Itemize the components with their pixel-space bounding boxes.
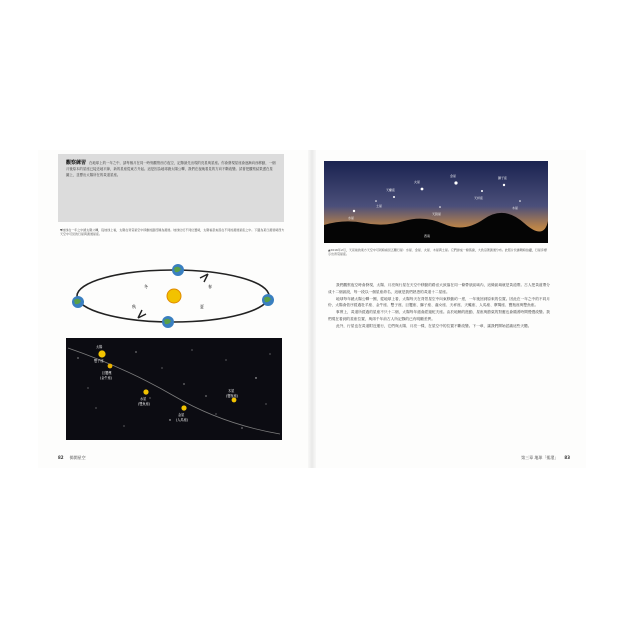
- orbit-figure-caption: ▼地球在一年之中繞太陽公轉，從地球上看，太陽在背景星空中移動的路徑稱為黃道。地球位於不同位置時，太陽看起來落在不同的黃道星座之中。下圖為某日黃昏時西方天空中可見的行星與黃道星座。: [60, 228, 285, 237]
- earth-icon: [72, 296, 84, 308]
- planet-icon: [143, 389, 148, 394]
- ecliptic-sky-chart: [66, 338, 282, 440]
- sky-label: (人馬座): [176, 418, 189, 422]
- running-title-left: 揭開星空: [69, 455, 86, 460]
- photo-label: 天秤座: [474, 196, 484, 200]
- photo-label: 火星: [414, 180, 421, 184]
- earth-orbit-diagram: [58, 256, 288, 332]
- sidebar-text: 在地球上的一年之中，請每個月在同一時刻觀察西方夜空，記錄最先出現的亮星與星座。你會發現星座會逐漸向西移動，一個月後原本的星座已接近地平線，新的星座從東方升起。這是因為地球繞太陽公轉，我們在夜晚看見的方向不斷改變。試著把觀察結果畫在星圖上，並標出太陽所在的黃道星座。: [66, 161, 276, 178]
- earth-icon: [172, 264, 184, 276]
- sky-label: 水星: [140, 397, 147, 401]
- observation-sidebar: [58, 154, 284, 222]
- earth-icon: [162, 316, 174, 328]
- page-number-right: 83: [564, 455, 570, 460]
- orbit-label: 春: [208, 284, 212, 289]
- sky-label: 巨蟹座: [102, 371, 112, 375]
- running-title-right: 第三章 地球「搖滾」: [521, 455, 559, 460]
- sun-icon: [98, 350, 105, 357]
- left-page: [38, 150, 310, 468]
- background-stars: [77, 350, 270, 429]
- photo-caption: ▲2016年2月，天亮前的東方天空中可同時看見五顆行星：水星、金星、火星、木星與土星。它們排成一條弧線，大致沿著黃道分布。此照片於拂曉時拍攝，行星旁標示出背景星座。: [328, 248, 547, 257]
- body-paragraph: 地球每年繞太陽公轉一圈，從地球上看，太陽每天在背景星空中向東移動約一度，一年後回到原來的位置。因此在一年之中的不同月份，太陽會依序經過牡羊座、金牛座、雙子座、巨蟹座、獅子座、處女座、天秤座、天蠍座、人馬座、摩羯座、寶瓶座與雙魚座。: [328, 296, 550, 308]
- orbit-label: 秋: [132, 304, 136, 309]
- sidebar-heading: 觀察練習: [66, 160, 87, 166]
- orbit-arrow-icon: [200, 274, 208, 282]
- page-number-left: 82: [58, 455, 64, 460]
- orbit-label: 夏: [200, 304, 204, 309]
- photo-label: 西南: [424, 234, 431, 238]
- orbit-arrow-icon: [138, 310, 146, 318]
- sky-label: 太陽: [96, 345, 103, 349]
- body-paragraph: 我們觀察夜空時會發現，太陽、月亮與行星在天空中移動的路徑大致落在同一條帶狀區域內，這條區域就是黃道帶。古人把黃道帶分成十二個區段，每一段以一個星座命名，這就是我們熟悉的黃道十二星座。: [328, 283, 550, 294]
- photo-label: 水星: [348, 216, 355, 220]
- sky-label: 木星: [228, 389, 235, 393]
- photo-label: 土星: [376, 204, 383, 208]
- dawn-planets-photo: [324, 161, 548, 243]
- left-folio: [58, 455, 86, 461]
- body-paragraph: 事實上，黃道所經過的星座不只十二個，太陽每年還會經過蛇夫座。由於地軸的進動，星座與節氣的對應也會隨著時間慢慢改變。我們現在看到的星座位置，與兩千年前古人所記錄的已有明顯差異。: [328, 310, 550, 321]
- photo-label: 獅子座: [498, 176, 508, 180]
- planet-icon: [181, 405, 186, 410]
- sky-label: (寶瓶座): [226, 394, 239, 398]
- sky-label: (雙魚座): [138, 402, 151, 406]
- photo-label: 天蠍座: [386, 188, 396, 192]
- sky-label: 金星: [178, 413, 185, 417]
- body-paragraph: 此外，行星也在黃道附近運行，它們與太陽、月亮一樣，在星空中的位置不斷改變。下一章，讓我們開始認識這些天體。: [336, 323, 532, 328]
- right-page: [314, 150, 586, 468]
- sun-icon: [167, 289, 181, 303]
- earth-icon: [262, 294, 274, 306]
- orbit-label: 冬: [144, 284, 148, 289]
- planet-icon: [108, 364, 113, 369]
- photo-label: 天狼星: [432, 212, 442, 216]
- photo-label: 木星: [512, 206, 519, 210]
- photo-label: 金星: [450, 174, 457, 178]
- sky-label: (金牛座): [100, 376, 113, 380]
- book-spread: [38, 150, 586, 468]
- sky-label: 雙子座: [94, 359, 104, 363]
- right-folio: [521, 455, 570, 461]
- planet-icon: [232, 398, 237, 403]
- body-text: [328, 282, 550, 330]
